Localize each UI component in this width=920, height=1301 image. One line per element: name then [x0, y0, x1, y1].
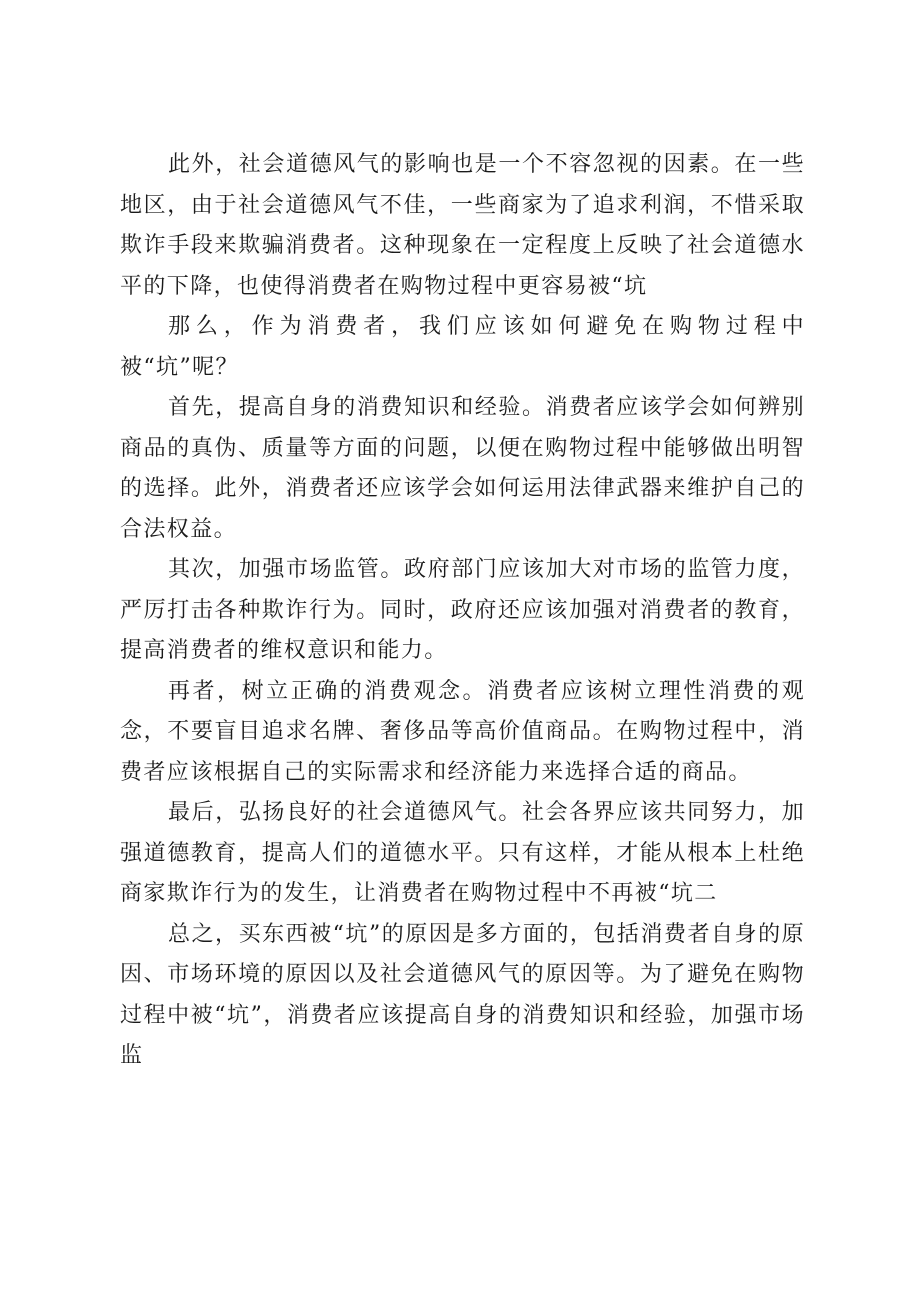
paragraph-conclusion: 总之，买东西被“坑”的原因是多方面的，包括消费者自身的原因、市场环境的原因以及社会道德风气的原因等。为了避免在购物过程中被“坑”，消费者应该提高自身的消费知识和经验，加强市场监	[120, 921, 805, 1068]
paragraph-finally-moral-education: 最后，弘扬良好的社会道德风气。社会各界应该共同努力，加强道德教育，提高人们的道德水平。只有这样，才能从根本上杜绝商家欺诈行为的发生，让消费者在购物过程中不再被“坑二	[120, 800, 805, 906]
paragraph-question: 那么，作为消费者，我们应该如何避免在购物过程中被“坑”呢？	[120, 314, 805, 380]
paragraph-first-knowledge: 首先，提高自身的消费知识和经验。消费者应该学会如何辨别商品的真伪、质量等方面的问题，以便在购物过程中能够做出明智的选择。此外，消费者还应该学会如何运用法律武器来维护自己的合法权益。	[120, 395, 805, 542]
paragraph-third-consumption-concept: 再者，树立正确的消费观念。消费者应该树立理性消费的观念，不要盲目追求名牌、奢侈品等高价值商品。在购物过程中，消费者应该根据自己的实际需求和经济能力来选择合适的商品。	[120, 678, 805, 785]
paragraph-second-supervision: 其次，加强市场监管。政府部门应该加大对市场的监管力度，严厉打击各种欺诈行为。同时，政府还应该加强对消费者的教育，提高消费者的维权意识和能力。	[120, 557, 805, 663]
paragraph-moral-climate: 此外，社会道德风气的影响也是一个不容忽视的因素。在一些地区，由于社会道德风气不佳，一些商家为了追求利润，不惜采取欺诈手段来欺骗消费者。这种现象在一定程度上反映了社会道德水平的下降，也使得消费者在购物过程中更容易被“坑	[120, 152, 805, 299]
document-body	[120, 145, 805, 1077]
